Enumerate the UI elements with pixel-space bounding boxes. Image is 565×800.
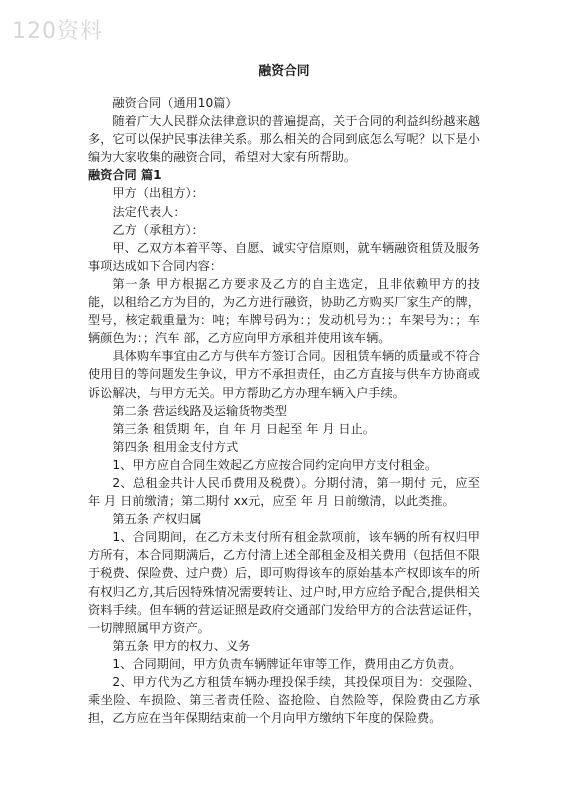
document-page (88, 62, 480, 727)
paragraph: 1、合同期间，在乙方未支付所有租金款项前，该车辆的所有权归甲方所有，本合同期满后，乙方付清上述全部租金及相关费用（包括但不限于税费、保险费、过户费）后，即可购得该车的原始基本产权即该车的所有权归乙方,其后因特殊情况需要转让、过户时,甲方应给予配合,提供相关资料手续。但车辆的营运证照是政府交通部门发给甲方的合法营运证件，一切牌照属甲方资产。 (88, 530, 480, 635)
paragraph: 1、合同期间，甲方负责车辆牌证年审等工作，费用由乙方负责。 (112, 656, 462, 671)
paragraph: 第二条 营运线路及运输货物类型 (112, 403, 287, 418)
paragraph: 第一条 甲方根据乙方要求及乙方的自主选定，且非依赖甲方的技能，以租给乙方为目的，为乙方进行融资，协助乙方购买厂家生产的牌，型号，核定载重量为：吨；车牌号码为：；发动机号为：；车架号为：；车辆颜色为：；汽车 部，乙方应向甲方承租并使用该车辆。 (88, 276, 480, 346)
paragraph: 具体购车事宜由乙方与供车方签订合同。因租赁车辆的质量或不符合使用目的等问题发生争议，甲方不承担责任，由乙方直接与供车方协商或诉讼解决，与甲方无关。甲方帮助乙方办理车辆入户手续。 (88, 349, 480, 400)
paragraph: 2、总租金共计人民币费用及税费）。分期付清，第一期付 元，应至 年 月 日前缴清；第二期付 xx元，应至 年 月 日前缴清，以此类推。 (88, 475, 480, 509)
paragraph: 乙方（承租方）： (112, 222, 204, 237)
paragraph: 甲、乙双方本着平等、自愿、诚实守信原则，就车辆融资租赁及服务事项达成如下合同内容： (88, 240, 480, 273)
paragraph: 第三条 租赁期 年，自 年 月 日起至 年 月 日止。 (112, 421, 375, 436)
paragraph: 融资合同（通用10篇） (112, 96, 238, 110)
document-title: 融资合同 (258, 64, 310, 79)
watermark-logo: 120资料 (12, 19, 103, 44)
document-body (88, 94, 480, 727)
paragraph: 第五条 甲方的权力、义务 (112, 638, 251, 653)
section-heading: 融资合同 篇1 (88, 168, 162, 183)
paragraph: 第四条 租用金支付方式 (112, 439, 239, 454)
paragraph: 随着广大人民群众法律意识的普遍提高，关于合同的利益纠纷越来越多，它可以保护民事法律关系。那么相关的合同到底怎么写呢？以下是小编为大家收集的融资合同，希望对大家有所帮助。 (88, 114, 480, 165)
paragraph: 第五条 产权归属 (112, 512, 202, 527)
paragraph: 甲方（出租方）： (112, 186, 204, 201)
paragraph: 法定代表人： (112, 204, 186, 219)
paragraph: 1、甲方应自合同生效起乙方应按合同约定向甲方支付租金。 (112, 457, 438, 472)
paragraph: 2、甲方代为乙方租赁车辆办理投保手续，其投保项目为：交强险、乘坐险、车损险、第三者责任险、盗抢险、自然险等，保险费由乙方承担，乙方应在当年保期结束前一个月向甲方缴纳下年度的保险费。 (88, 675, 480, 726)
